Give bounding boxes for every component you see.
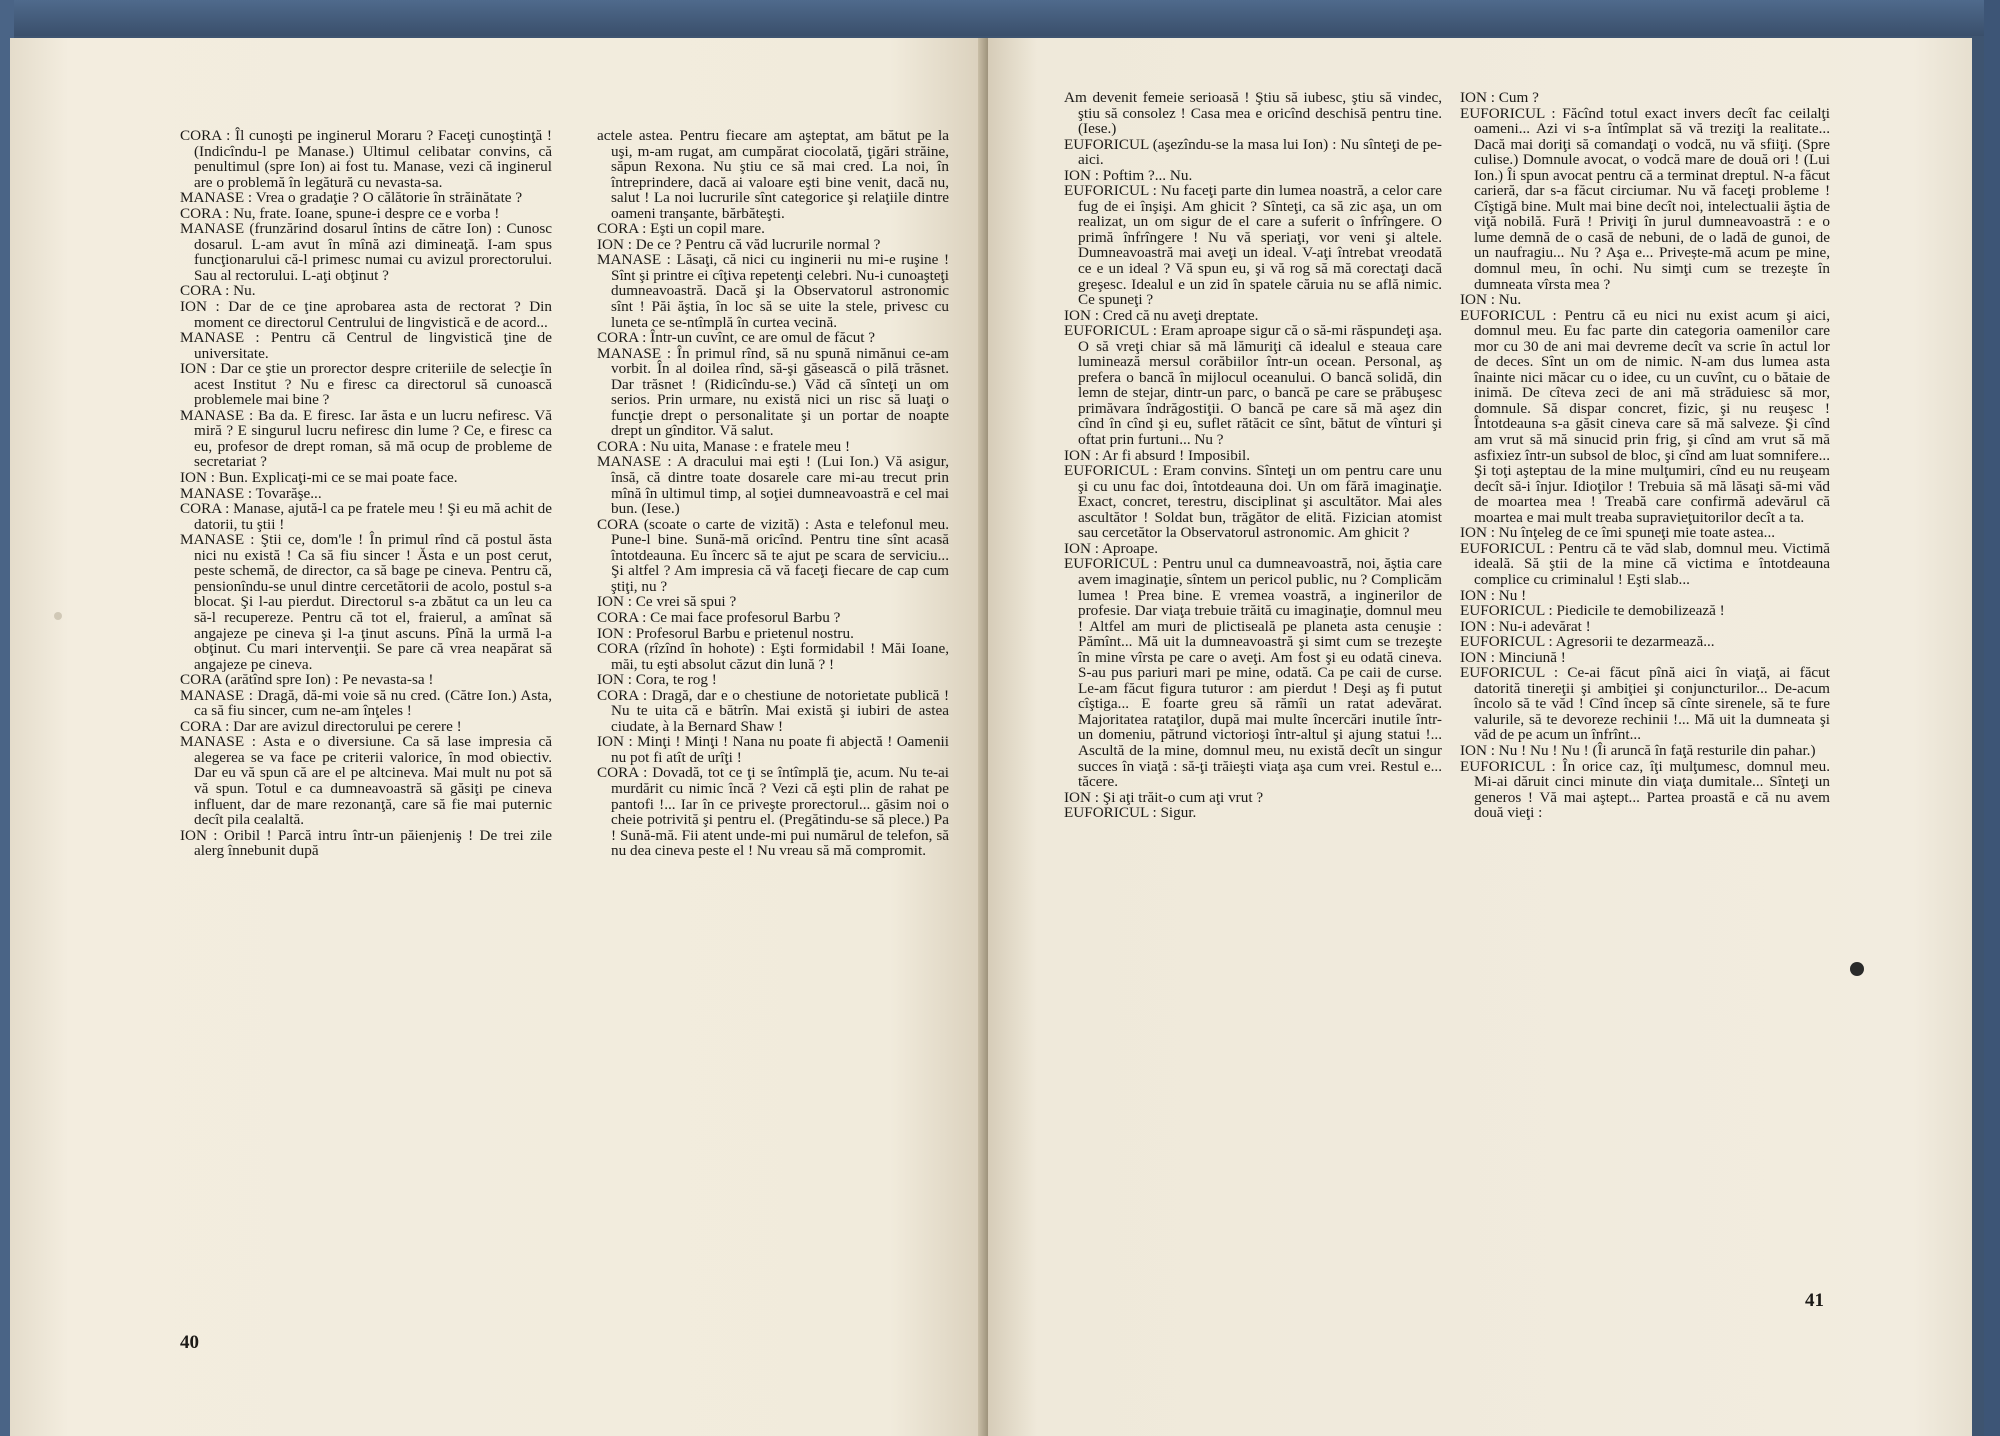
text-paragraph: EUFORICUL : Piedicile te demobilizează !	[1460, 602, 1725, 620]
text-paragraph: ION : Şi aţi trăit-o cum aţi vrut ?	[1064, 788, 1264, 806]
text-paragraph: EUFORICUL : Pentru că eu nici nu exist acum şi aici, domnul meu. Eu fac parte din categoria oamenilor care mor cu 30 de ani mai devreme decît va scrie în actul lor de deces. Sînt un om de nimic. N-am dus lumea asta înainte nici măcar cu o idee, cu un cuvînt, cu o bătaie de inimă. De cîteva zeci de ani mă străduiesc să mor, domnule. Să dispar concret, fizic, şi nu reuşesc ! Întotdeauna s-a găsit cineva care să mă salveze. Şi cînd am vrut să mă sinucid prin frig, şi cînd am vrut să mă asfixiez într-un subsol de bloc, şi cînd am luat somnifere... Şi toţi aşteptau de la mine mulţumiri, cînd eu nu reuşeam decît să-i înjur. Idioţilor ! Trebuia să mă lăsaţi să-mi văd de moartea mea ! Treabă care confirmă adevărul că moartea e mai mult treaba supravieţuitorilor decît a ta.	[1460, 306, 1830, 526]
text-paragraph: CORA (arătînd spre Ion) : Pe nevasta-sa !	[180, 671, 434, 689]
text-paragraph: EUFORICUL : Sigur.	[1064, 804, 1197, 822]
right-page	[988, 38, 1972, 1436]
text-paragraph: ION : Nu.	[1460, 291, 1522, 309]
text-paragraph: CORA : Îl cunoşti pe inginerul Moraru ? Faceţi cunoştinţă ! (Indicîndu-l pe Manase.) Ultimul celibatar convins, că penultimul (spre Ion) ai fost tu. Manase, vezi că inginerul are o problemă în legătură cu nevasta-sa.	[180, 127, 552, 191]
page-number-right: 41	[1805, 1290, 1824, 1311]
text-paragraph: EUFORICUL : În orice caz, îţi mulţumesc, domnul meu. Mi-ai dăruit cinci minute din viaţa dumitale... Sînteţi un generos ! Vă mai aştept... Partea proastă e că nu avem două vieţi :	[1460, 757, 1830, 822]
text-paragraph: ION : Dar de ce ţine aprobarea asta de rectorat ? Din moment ce directorul Centrului de lingvistică e de acord...	[180, 298, 552, 331]
text-paragraph: ION : Ce vrei să spui ?	[597, 593, 737, 611]
text-paragraph: ION : Cum ?	[1460, 89, 1539, 106]
text-paragraph: CORA (rîzînd în hohote) : Eşti formidabil ! Măi Ioane, măi, tu eşti absolut căzut din lună ? !	[597, 640, 949, 673]
text-paragraph: EUFORICUL : Eram convins. Sînteţi un om pentru care unu şi cu unu fac doi, întotdeauna doi. Un om fără imaginaţie. Exact, concret, terestru, disciplinat şi ascultător. Mai ales ascultător ! Soldat bun, trăgător de elită. Fizician atomist sau cercetător la Observatorul astronomic. Am ghicit ?	[1064, 462, 1442, 542]
text-paragraph: actele astea. Pentru fiecare am aşteptat, am bătut pe la uşi, m-am rugat, am cumpărat ciocolată, ţigări străine, săpun Rexona. Nu ştiu ce să mai cred. La noi, în întreprindere, dacă ai valoare eşti bine venit, dacă nu, salut ! La noi lucrurile sînt categorice şi relaţiile dintre oameni tranşante, bărbăteşti.	[597, 127, 949, 222]
text-paragraph: CORA : Nu.	[180, 282, 256, 300]
book-cover-right	[1984, 0, 2000, 1436]
text-paragraph: Am devenit femeie serioasă ! Ştiu să iubesc, ştiu să vindec, ştiu să consolez ! Casa mea e oricînd deschisă pentru tine. (Iese.)	[1064, 89, 1442, 138]
text-paragraph: EUFORICUL (aşezîndu-se la masa lui Ion) : Nu sînteţi de pe-aici.	[1064, 135, 1442, 169]
text-paragraph: MANASE (frunzărind dosarul întins de către Ion) : Cunosc dosarul. L-am avut în mînă azi dimineaţă. I-am spus funcţionarului că-l primesc numai cu avizul prorectorului. Sau al rectorului. L-aţi obţinut ?	[180, 220, 552, 284]
text-paragraph: EUFORICUL : Eram aproape sigur că o să-mi răspundeţi aşa. O să vreţi chiar să mă lămuriţi că idealul e steaua care luminează mersul corăbiilor într-un ocean. Personal, aş prefera o bancă în mijlocul oceanului. O bancă solidă, din lemn de stejar, dintr-un parc, o bancă pe care se prăbuşesc primăvara îndrăgostiţii. O bancă pe care să mă aşez din cînd în cînd şi eu, suflet rătăcit ce sînt, bătut de vînturi şi oftat prin furtuni... Nu ?	[1064, 322, 1442, 449]
text-paragraph: EUFORICUL : Ce-ai făcut pînă aici în viaţă, ai făcut datorită tinereţii şi ambiţiei şi conjuncturilor... De-acum încolo să te văd ! Cînd încep să cînte sirenele, să te fure valurile, să te devoreze rechinii !... Mă uit la dumneata şi văd de pe acum un înfrînt...	[1460, 664, 1830, 744]
text-paragraph: MANASE : Ştii ce, dom'le ! În primul rînd că postul ăsta nici nu există ! Ca să fiu sincer ! Ăsta e un post cerut, peste schemă, de director, ca să bage pe cineva. Pentru că, pensionîndu-se unul dintre cercetătorii de acolo, postul s-a blocat. Şi l-au pierdut. Directorul s-a zbătut ca un leu ca să-l recupereze. Pentru că tot el, fraierul, a amînat să angajeze pe cineva şi l-a ţinut ascuns. Pînă la urmă l-a obţinut. Cu mari intervenţii. Se pare că vrea neapărat să angajeze pe cineva.	[180, 531, 552, 673]
text-paragraph: MANASE : A dracului mai eşti ! (Lui Ion.) Vă asigur, însă, că dintre toate dosarele care mi-au trecut prin mînă în ultimul timp, al soţiei dumneavoastră e cel mai bun. (Iese.)	[597, 453, 949, 518]
text-paragraph: ION : Nu înţeleg de ce îmi spuneţi mie toate astea...	[1460, 524, 1776, 542]
text-paragraph: ION : De ce ? Pentru că văd lucrurile normal ?	[597, 235, 881, 253]
text-paragraph: ION : Poftim ?... Nu.	[1064, 166, 1193, 184]
text-paragraph: ION : Profesorul Barbu e prietenul nostru.	[597, 624, 854, 642]
text-paragraph: MANASE : Dragă, dă-mi voie să nu cred. (Către Ion.) Asta, ca să fiu sincer, cum ne-am înţeles !	[180, 686, 552, 720]
text-paragraph: CORA : Nu, frate. Ioane, spune-i despre ce e vorba !	[180, 204, 500, 222]
text-paragraph: CORA (scoate o carte de vizită) : Asta e telefonul meu. Pune-l bine. Sună-mă oricînd. Pentru tine sînt acasă întotdeauna. Eu încerc să te ajut pe scara de serviciu... Şi altfel ? Am impresia că vă faceţi fiecare de cap cum ştiţi, nu ?	[597, 515, 949, 595]
text-paragraph: ION : Nu ! Nu ! Nu ! (Îi aruncă în faţă resturile din pahar.)	[1460, 741, 1816, 759]
text-paragraph: MANASE : Lăsaţi, că nici cu inginerii nu mi-e ruşine ! Sînt şi printre ei cîţiva repetenţi celebri. Nu-i cunoaşteţi dumneavoastră. Dacă şi la Observatorul astronomic sînt ! Păi ăştia, în loc să se uite la stele, privesc cu luneta ce se-ntîmplă în curtea vecină.	[597, 251, 949, 331]
right-column-2	[1460, 90, 1830, 821]
text-paragraph: EUFORICUL : Pentru că te văd slab, domnul meu. Victimă ideală. Să ştii de la mine că victima e întotdeauna complice cu criminalul ! Eşti slab...	[1460, 539, 1830, 588]
text-paragraph: CORA : Manase, ajută-l ca pe fratele meu ! Şi eu mă achit de datorii, tu ştii !	[180, 500, 552, 533]
text-paragraph: EUFORICUL : Pentru unul ca dumneavoastră, noi, ăştia care avem imaginaţie, sîntem un pericol public, nu ? Complicăm lumea ! Prea bine. E vremea voastră, a inginerilor de profesie. Dar viaţa trebuie trăită cu imaginaţie, domnul meu ! Altfel am muri de plictiseală pe planeta asta cenuşie : Pămînt... Mă uit la dumneavoastră şi simt cum se trezeşte în mine vîrsta pe care o aveţi. Am fost şi eu odată cineva. S-au pus pariuri mari pe mine, odată. Ca pe caii de curse. Le-am făcut figura tuturor : am pierdut ! Deşi aş fi putut cîştiga... E foarte greu să rămîi un ratat adevărat. Majoritatea rataţilor, după mai multe încercări inutile într-un domeniu, pătrund victorioşi într-altul şi ajung statui !... Ascultă de la mine, domnul meu, nu există decît un singur succes în viaţă : să-ţi trăieşti viaţa aşa cum vrei. Restul e... tăcere.	[1064, 555, 1442, 791]
text-paragraph: CORA : Eşti un copil mare.	[597, 220, 765, 238]
text-paragraph: EUFORICUL : Agresorii te dezarmează...	[1460, 633, 1715, 651]
text-paragraph: EUFORICUL : Făcînd totul exact invers decît fac ceilalţi oameni... Azi vi s-a întîmplat să vă treziţi la realitate... Dacă mai doriţi să comandaţi o vodcă, nu vă sfiiţi. (Spre culise.) Domnule avocat, o vodcă mare de două ori ! (Lui Ion.) Îi spun avocat pentru că a terminat dreptul. N-a făcut carieră, dar s-a făcut circiumar. Nu vă faceţi probleme ! Cîştigă bine. Mult mai bine decît noi, intelectualii ăştia de viţă nobilă. Fură ! Priviţi în jurul dumneavoastră : e o lume demnă de o casă de nebuni, de o ladă de gunoi, de un naufragiu... Nu ? Aşa e... Privește-mă acum pe mine, domnul meu, în ochi. Nu simţi cum se trezeşte în dumneata vîrsta mea ?	[1460, 104, 1830, 293]
left-page	[10, 38, 988, 1436]
text-paragraph: ION : Nu !	[1460, 586, 1527, 604]
text-paragraph: ION : Bun. Explicaţi-mi ce se mai poate face.	[180, 469, 458, 487]
text-paragraph: CORA : Într-un cuvînt, ce are omul de făcut ?	[597, 329, 876, 347]
text-paragraph: MANASE : Ba da. E firesc. Iar ăsta e un lucru nefiresc. Vă miră ? E singurul lucru nefiresc din lume ? Ce, e firesc ca eu, profesor de drept roman, să mă ocup de probleme de secretariat ?	[180, 406, 552, 471]
text-paragraph: CORA : Dar are avizul directorului pe cerere !	[180, 717, 462, 735]
text-paragraph: CORA : Dragă, dar e o chestiune de notorietate publică ! Nu te uita că e bătrîn. Mai există şi iubiri de astea ciudate, à la Bernard Shaw !	[597, 686, 949, 735]
text-paragraph: EUFORICUL : Nu faceţi parte din lumea noastră, a celor care fug de ei înşişi. Am ghicit ? Sînteţi, ca să zic aşa, un om realizat, un om sigur de el care a suferit o înfrîngere. O primă înfrîngere ! Nu vă speriaţi, vor veni şi altele. Dumneavoastră mai aveţi un ideal. V-aţi întrebat vreodată ce e un ideal ? Vă spun eu, şi vă rog să mă corectaţi dacă greşesc. Idealul e un zid în spatele căruia nu se află nimic. Ce spuneţi ?	[1064, 182, 1442, 309]
text-paragraph: ION : Nu-i adevărat !	[1460, 617, 1591, 635]
page-number-left: 40	[180, 1332, 199, 1353]
text-paragraph: MANASE : Asta e o diversiune. Ca să lase impresia că alegerea se va face pe criterii valorice, în mod obiectiv. Dar eu vă spun că are el pe altcineva. Mai mult nu pot să vă spun. Totul e ca dumneavoastră să găsiţi pe cineva influent, dar de mare rezonanţă, care să fie mai puternic decît pila cealaltă.	[180, 733, 552, 829]
book-cover-top	[0, 0, 2000, 36]
text-paragraph: MANASE : Pentru că Centrul de lingvistică ţine de universitate.	[180, 329, 552, 362]
left-column-1	[180, 128, 552, 859]
text-paragraph: MANASE : În primul rînd, să nu spună nimănui ce-am vorbit. În al doilea rînd, să-şi găsească o pilă trăsnet. Dar trăsnet ! (Ridicîndu-se.) Văd că sînteţi un om serios. Prin urmare, nu există nici un risc să luaţi o funcţie drept o personalitate şi un portar de noapte drept un gînditor. Vă salut.	[597, 344, 949, 440]
text-paragraph: ION : Minciună !	[1460, 648, 1566, 666]
paper-spot	[54, 612, 62, 620]
text-paragraph: ION : Ar fi absurd ! Imposibil.	[1064, 446, 1251, 464]
text-paragraph: ION : Dar ce ştie un prorector despre criteriile de selecţie în acest Institut ? Nu e firesc ca directorul să cunoască problemele mai bine ?	[180, 360, 552, 409]
text-paragraph: ION : Cred că nu aveţi dreptate.	[1064, 306, 1259, 324]
text-paragraph: ION : Oribil ! Parcă intru într-un păienjeniş ! De trei zile alerg înnebunit după	[180, 826, 552, 860]
text-paragraph: ION : Minţi ! Minţi ! Nana nu poate fi abjectă ! Oamenii nu pot fi atît de urîţi !	[597, 733, 949, 766]
right-column-1	[1064, 90, 1442, 821]
text-paragraph: ION : Cora, te rog !	[597, 671, 717, 689]
text-paragraph: CORA : Ce mai face profesorul Barbu ?	[597, 608, 841, 626]
text-paragraph: MANASE : Tovarăşe...	[180, 484, 322, 502]
page-marker-dot	[1850, 962, 1864, 976]
text-paragraph: CORA : Dovadă, tot ce ţi se întîmplă ţie, acum. Nu te-ai murdărit cu nimic încă ? Vezi că eşti plin de rahat pe pantofi !... Iar în ce priveşte prorectorul... găsim noi o cheie potrivită şi pentru el. (Pregătindu-se să plece.) Pa ! Sună-mă. Fii atent unde-mi pui numărul de telefon, să nu dea cineva peste el ! Nu vreau să mă compromit.	[597, 764, 949, 860]
text-paragraph: MANASE : Vrea o gradaţie ? O călătorie în străinătate ?	[180, 189, 523, 207]
text-paragraph: CORA : Nu uita, Manase : e fratele meu !	[597, 437, 851, 455]
left-column-2	[597, 128, 949, 859]
text-paragraph: ION : Aproape.	[1064, 539, 1159, 557]
